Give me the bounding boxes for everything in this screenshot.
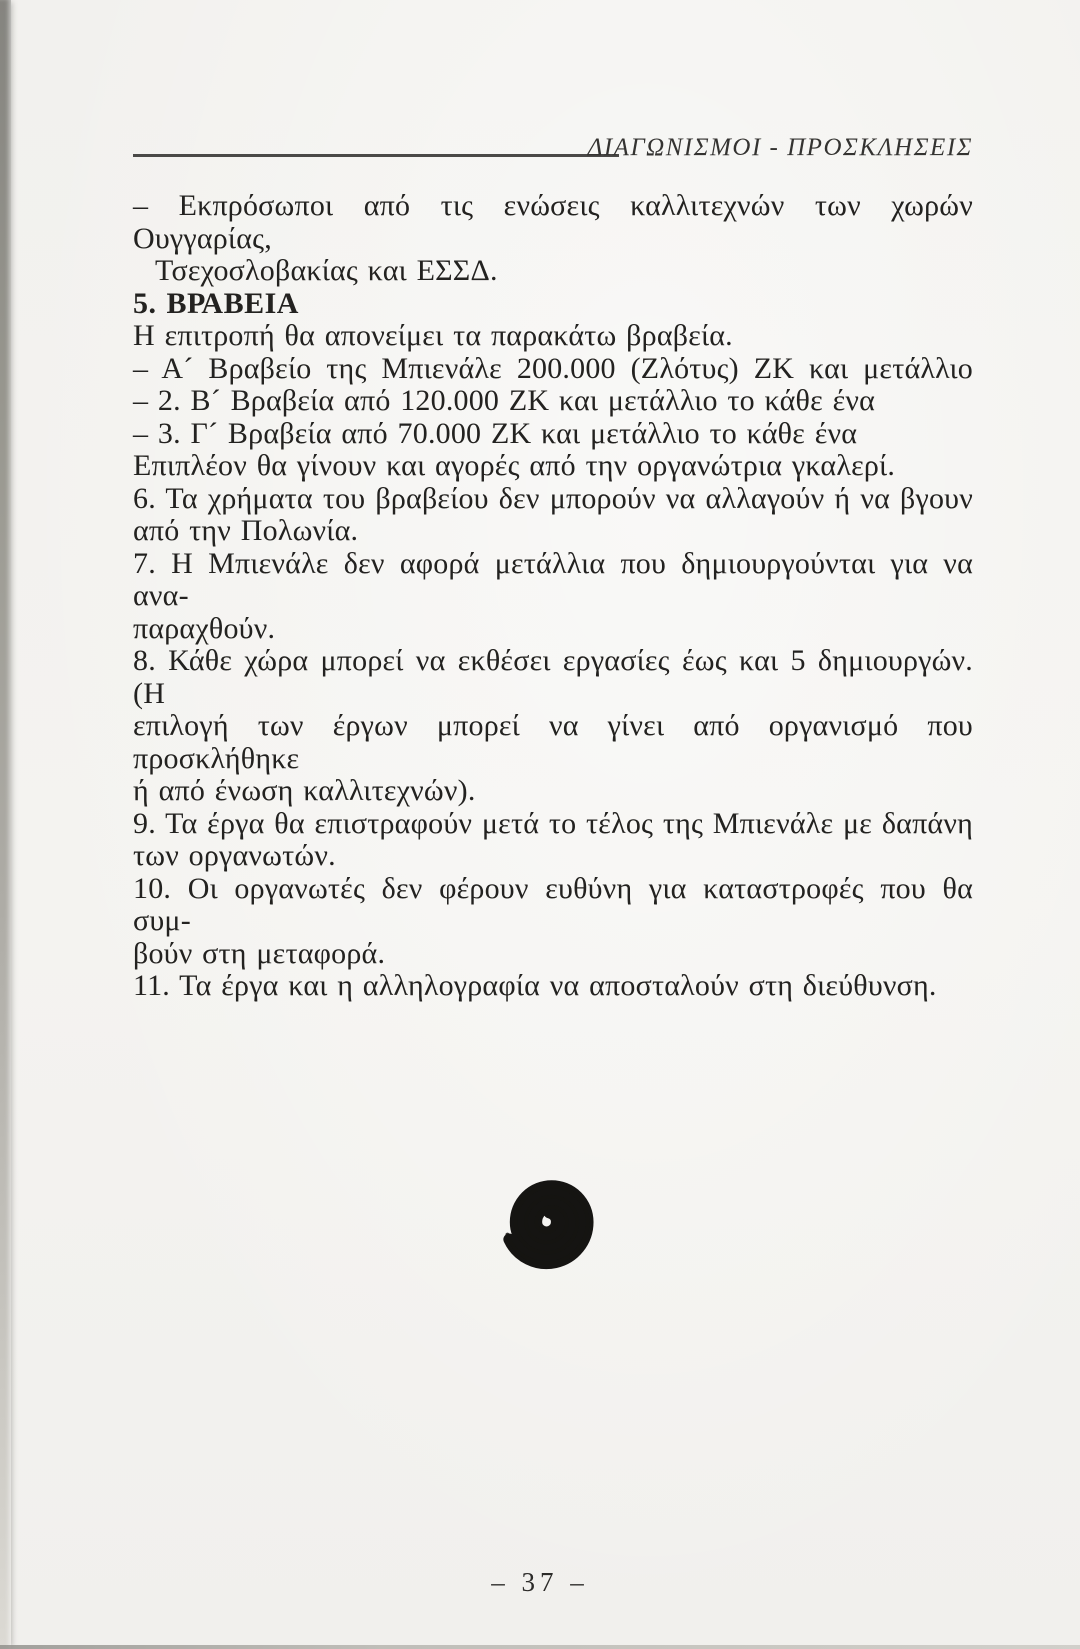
text-line: Η επιτροπή θα απονείμει τα παρακάτω βραβεία.	[133, 319, 733, 352]
page-bottom-edge	[0, 1645, 1080, 1649]
text-line: ή από ένωση καλλιτεχνών).	[133, 774, 476, 807]
page-spine-shadow	[0, 0, 11, 1649]
text-line: επιλογή των έργων μπορεί να γίνει από οργανισμό που προσκλήθηκε	[133, 709, 973, 775]
text-line: 9. Τα έργα θα επιστραφούν μετά το τέλος της Μπιενάλε με δαπάνη	[133, 806, 973, 840]
text-line: των οργανωτών.	[133, 839, 336, 872]
text-line: 7. Η Μπιενάλε δεν αφορά μετάλλια που δημιουργούνται για να ανα-	[133, 546, 973, 612]
page-number: – 37 –	[491, 1567, 589, 1597]
text-line: 11. Τα έργα και η αλληλογραφία να αποσταλούν στη διεύθυνση.	[133, 969, 937, 1002]
text-line: Τσεχοσλοβακίας και ΕΣΣΔ.	[155, 254, 498, 287]
text-line: 6. Τα χρήματα του βραβείου δεν μπορούν να αλλαγούν ή να βγουν	[133, 481, 973, 515]
text-line: – 3. Γ´ Βραβεία από 70.000 ΖΚ και μετάλλιο το κάθε ένα	[133, 416, 858, 450]
spiral-ornament-icon	[501, 1178, 595, 1272]
text-line: Επιπλέον θα γίνουν και αγορές από την οργανώτρια γκαλερί.	[133, 449, 896, 482]
text-line: – Εκπρόσωποι από τις ενώσεις καλλιτεχνών των χωρών Ουγγαρίας,	[133, 189, 973, 255]
text-line: 10. Οι οργανωτές δεν φέρουν ευθύνη για καταστροφές που θα συμ-	[133, 871, 973, 937]
text-line: – Α´ Βραβείο της Μπιενάλε 200.000 (Ζλότυς) ΖΚ και μετάλλιο	[133, 351, 973, 385]
header-rule	[133, 154, 619, 157]
text-line: παραχθούν.	[133, 611, 276, 645]
document-body	[133, 190, 973, 1003]
text-line: βούν στη μεταφορά.	[133, 936, 386, 970]
page-header	[133, 134, 973, 168]
text-line: 8. Κάθε χώρα μπορεί να εκθέσει εργασίες έως και 5 δημιουργών. (Η	[133, 644, 973, 710]
text-line: – 2. Β´ Βραβεία από 120.000 ΖΚ και μετάλλιο το κάθε ένα	[133, 384, 876, 417]
running-header-title: ΔΙΑΓΩΝΙΣΜΟΙ - ΠΡΟΣΚΛΗΣΕΙΣ	[587, 134, 973, 161]
text-line: από την Πολωνία.	[133, 514, 359, 547]
section-heading: 5. ΒΡΑΒΕΙΑ	[133, 286, 299, 320]
